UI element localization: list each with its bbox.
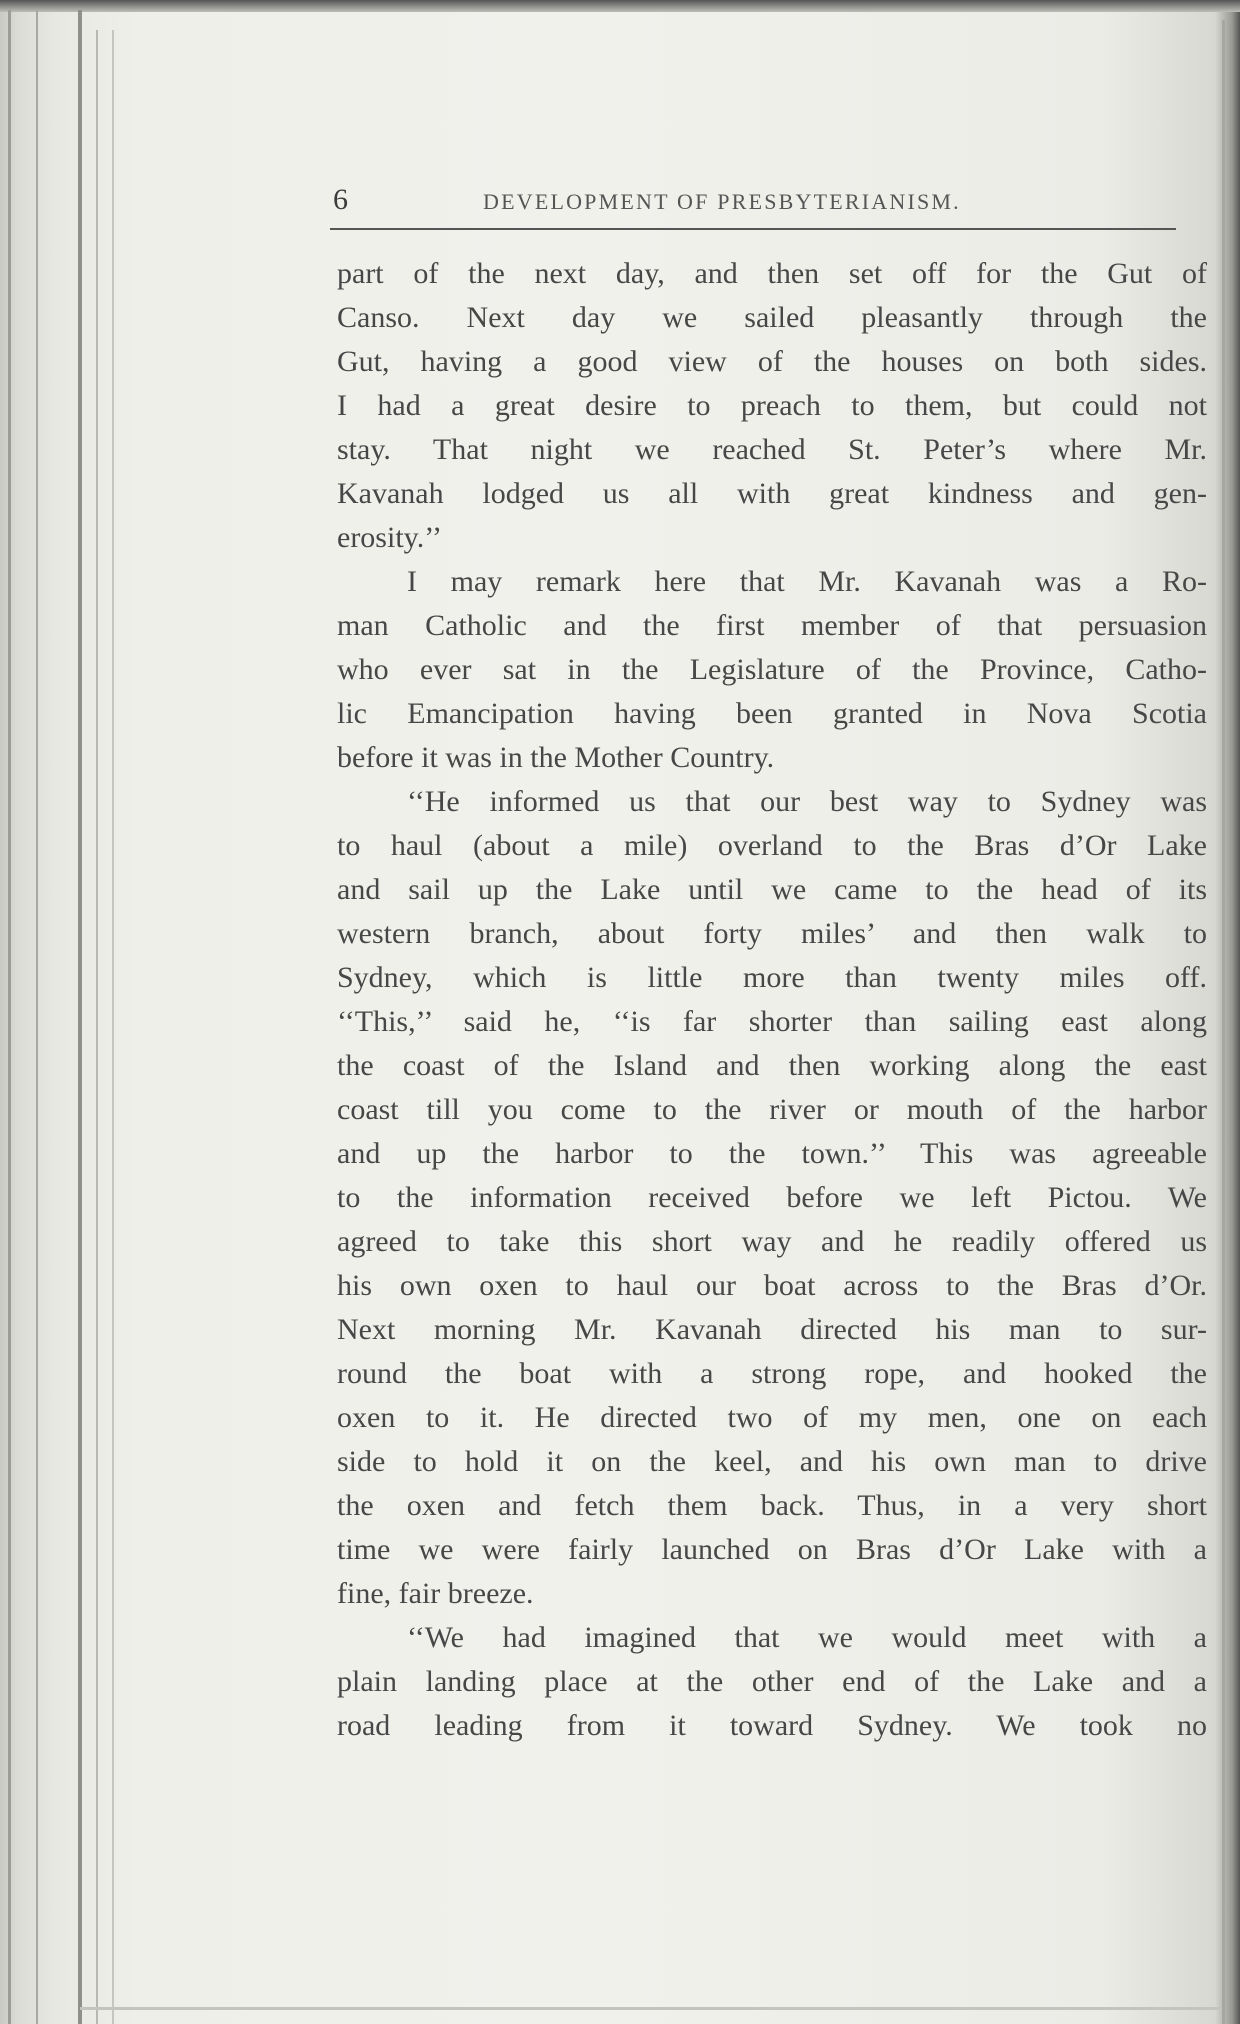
text-line: Sydney, which is little more than twenty miles off.: [337, 961, 1207, 994]
text-line: I had a great desire to preach to them, but could not: [337, 389, 1207, 422]
text-line: agreed to take this short way and he readily offered us: [337, 1225, 1207, 1258]
text-line: and up the harbor to the town.’’ This was agreeable: [337, 1137, 1207, 1170]
text-line: erosity.’’: [337, 521, 442, 554]
text-line: ‘‘This,’’ said he, ‘‘is far shorter than sailing east along: [337, 1005, 1207, 1038]
scan-top-shadow: [0, 0, 1240, 12]
text-line: road leading from it toward Sydney. We took no: [337, 1709, 1207, 1742]
text-line: to the information received before we left Pictou. We: [337, 1181, 1207, 1214]
text-line: side to hold it on the keel, and his own man to drive: [337, 1445, 1207, 1478]
text-line: who ever sat in the Legislature of the Province, Catho-: [337, 653, 1207, 686]
page-bottom-edge: [80, 2007, 1220, 2010]
text-line: coast till you come to the river or mouth of the harbor: [337, 1093, 1207, 1126]
text-line: the oxen and fetch them back. Thus, in a very short: [337, 1489, 1207, 1522]
page-edge-line: [96, 30, 98, 2024]
text-line: fine, fair breeze.: [337, 1577, 534, 1610]
text-line: time we were fairly launched on Bras d’Or Lake with a: [337, 1533, 1207, 1566]
text-line: part of the next day, and then set off for the Gut of: [337, 257, 1207, 290]
binding-edge-line: [36, 10, 38, 2024]
text-line: man Catholic and the first member of that persuasion: [337, 609, 1207, 642]
text-line: I may remark here that Mr. Kavanah was a Ro-: [407, 565, 1207, 598]
text-line: his own oxen to haul our boat across to the Bras d’Or.: [337, 1269, 1207, 1302]
text-line: the coast of the Island and then working along the east: [337, 1049, 1207, 1082]
text-line: to haul (about a mile) overland to the Bras d’Or Lake: [337, 829, 1207, 862]
page-edge-line: [112, 30, 114, 2024]
page-right-edge-line: [1222, 20, 1225, 2024]
running-title: DEVELOPMENT OF PRESBYTERIANISM.: [483, 189, 961, 214]
text-line: and sail up the Lake until we came to the head of its: [337, 873, 1207, 906]
page-gutter-line: [78, 10, 82, 2024]
text-line: round the boat with a strong rope, and hooked the: [337, 1357, 1207, 1390]
text-line: Canso. Next day we sailed pleasantly through the: [337, 301, 1207, 334]
text-line: Next morning Mr. Kavanah directed his man to sur-: [337, 1313, 1207, 1346]
page-number: 6: [333, 183, 348, 216]
text-line: western branch, about forty miles’ and then walk to: [337, 917, 1207, 950]
text-line: Kavanah lodged us all with great kindness and gen-: [337, 477, 1207, 510]
text-line: oxen to it. He directed two of my men, one on each: [337, 1401, 1207, 1434]
page-header: [333, 183, 1188, 227]
binding-edge-line: [8, 10, 11, 2024]
text-line: ‘‘We had imagined that we would meet with a: [407, 1621, 1207, 1654]
text-line: before it was in the Mother Country.: [337, 741, 775, 774]
text-line: lic Emancipation having been granted in Nova Scotia: [337, 697, 1207, 730]
text-line: stay. That night we reached St. Peter’s where Mr.: [337, 433, 1207, 466]
text-line: Gut, having a good view of the houses on both sides.: [337, 345, 1207, 378]
text-line: plain landing place at the other end of the Lake and a: [337, 1665, 1207, 1698]
body-text: [337, 252, 1207, 1748]
header-rule: [330, 228, 1176, 230]
text-line: ‘‘He informed us that our best way to Sydney was: [407, 785, 1207, 818]
